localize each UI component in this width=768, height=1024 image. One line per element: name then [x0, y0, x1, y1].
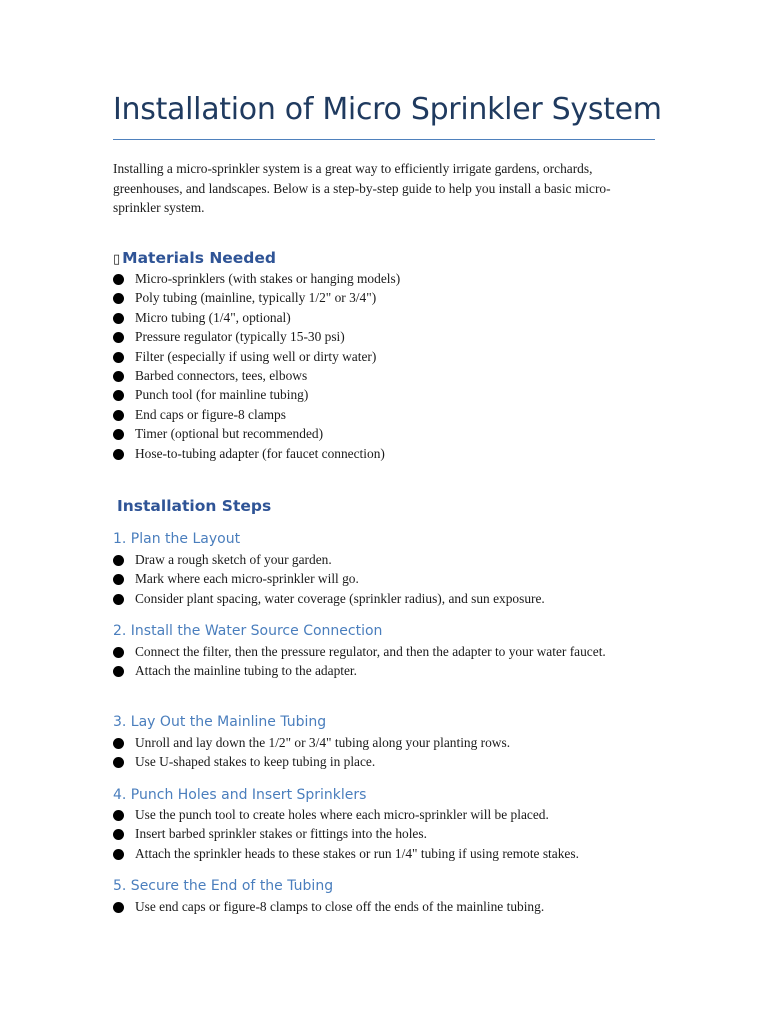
bullet [113, 332, 124, 343]
bullet [113, 429, 124, 440]
bullet [113, 810, 124, 821]
step-3-list [113, 733, 658, 772]
bullet [113, 274, 124, 285]
bullet [113, 390, 124, 401]
list-item [113, 347, 658, 366]
list-item-text: Micro tubing (1/4", optional) [135, 309, 291, 325]
bullet [113, 849, 124, 860]
list-item-text: Attach the sprinkler heads to these stakes or run 1/4" tubing if using remote stakes. [135, 845, 579, 861]
list-item [113, 642, 658, 661]
bullet [113, 410, 124, 421]
list-item [113, 327, 658, 346]
list-item [113, 385, 658, 404]
list-item [113, 897, 658, 916]
step-3-heading: 3. Lay Out the Mainline Tubing [113, 714, 327, 730]
list-item [113, 308, 658, 327]
step-4-heading: 4. Punch Holes and Insert Sprinklers [113, 787, 367, 803]
bullet [113, 757, 124, 768]
list-item [113, 288, 658, 307]
list-item [113, 733, 658, 752]
bullet [113, 666, 124, 677]
list-item-text: Consider plant spacing, water coverage (sprinkler radius), and sun exposure. [135, 590, 545, 606]
bullet [113, 647, 124, 658]
list-item-text: Insert barbed sprinkler stakes or fittings into the holes. [135, 826, 427, 842]
step-2-list [113, 642, 658, 681]
list-item [113, 550, 658, 569]
list-item-text: Poly tubing (mainline, typically 1/2" or 3/4") [135, 290, 377, 306]
list-item [113, 661, 658, 680]
intro-paragraph: Installing a micro-sprinkler system is a great way to efficiently irrigate gardens, orchards, greenhouses, and landscapes. Below is a step-by-step guide to help you install a basic micro-sprinkler system. [113, 161, 611, 215]
step-1-heading: 1. Plan the Layout [113, 531, 241, 547]
materials-heading [113, 249, 276, 267]
steps-heading: Installation Steps [117, 497, 272, 515]
list-item [113, 805, 658, 824]
bullet [113, 352, 124, 363]
list-item [113, 752, 658, 771]
list-item-text: Hose-to-tubing adapter (for faucet connection) [135, 445, 385, 461]
bullet [113, 371, 124, 382]
list-item [113, 405, 658, 424]
list-item-text: Punch tool (for mainline tubing) [135, 387, 309, 403]
bullet [113, 594, 124, 605]
list-item [113, 589, 658, 608]
bullet [113, 313, 124, 324]
missing-glyph-icon: ▯ [113, 252, 121, 267]
list-item-text: Attach the mainline tubing to the adapter. [135, 663, 357, 679]
step-4-list [113, 805, 658, 863]
list-item-text: Use the punch tool to create holes where each micro-sprinkler will be placed. [135, 807, 549, 822]
list-item-text: Micro-sprinklers (with stakes or hanging models) [135, 271, 401, 286]
materials-list [113, 269, 658, 463]
materials-heading-text: Materials Needed [122, 249, 277, 267]
bullet [113, 574, 124, 585]
list-item-text: Use U-shaped stakes to keep tubing in place. [135, 754, 376, 770]
list-item [113, 824, 658, 843]
step-1-list [113, 550, 658, 608]
list-item-text: End caps or figure-8 clamps [135, 406, 286, 422]
list-item-text: Unroll and lay down the 1/2" or 3/4" tubing along your planting rows. [135, 735, 511, 750]
step-5-list [113, 897, 658, 916]
bullet [113, 829, 124, 840]
bullet [113, 449, 124, 460]
bullet [113, 902, 124, 913]
list-item-text: Pressure regulator (typically 15-30 psi) [135, 329, 345, 345]
list-item-text: Barbed connectors, tees, elbows [135, 368, 308, 384]
list-item-text: Connect the filter, then the pressure regulator, and then the adapter to your water faucet. [135, 644, 606, 659]
list-item-text: Draw a rough sketch of your garden. [135, 552, 332, 567]
list-item-text: Use end caps or figure-8 clamps to close off the ends of the mainline tubing. [135, 899, 545, 914]
list-item-text: Timer (optional but recommended) [135, 426, 324, 442]
list-item [113, 366, 658, 385]
step-5-heading: 5. Secure the End of the Tubing [113, 878, 334, 894]
list-item [113, 569, 658, 588]
list-item-text: Mark where each micro-sprinkler will go. [135, 571, 359, 587]
bullet [113, 293, 124, 304]
list-item [113, 424, 658, 443]
page-title: Installation of Micro Sprinkler System [113, 92, 662, 127]
bullet [113, 555, 124, 566]
title-divider [113, 139, 655, 140]
list-item [113, 844, 658, 863]
step-2-heading: 2. Install the Water Source Connection [113, 623, 383, 639]
list-item [113, 269, 658, 288]
list-item-text: Filter (especially if using well or dirty water) [135, 348, 377, 364]
bullet [113, 738, 124, 749]
list-item [113, 444, 658, 463]
